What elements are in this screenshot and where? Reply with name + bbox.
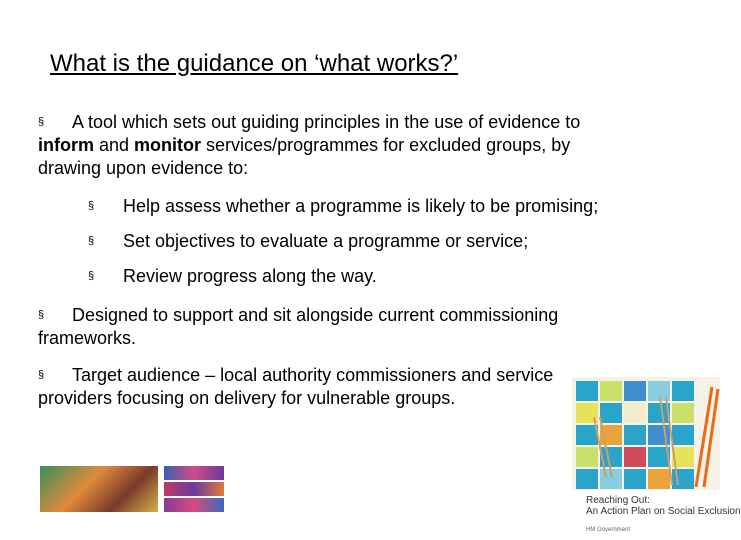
cover-publisher: HM Government xyxy=(586,527,631,533)
photo-right-bottom xyxy=(164,498,224,512)
slide-title: What is the guidance on ‘what works?’ xyxy=(50,50,459,77)
point1-inform: inform xyxy=(38,135,94,155)
bullet-icon: § xyxy=(38,309,45,321)
ladder-icon xyxy=(572,377,720,490)
sub-point-2 xyxy=(88,231,528,252)
point2-line2: frameworks. xyxy=(38,328,137,348)
board-game-image xyxy=(572,377,720,490)
point1-line3: drawing upon evidence to: xyxy=(38,158,249,178)
cover-title xyxy=(586,495,741,517)
bullet-icon: § xyxy=(38,116,45,128)
point1-line2: services/programmes for excluded groups, by xyxy=(201,135,571,155)
bullet-icon: § xyxy=(88,270,95,282)
point2-line1: Designed to support and sit alongside current commissioning xyxy=(72,305,559,325)
bullet-icon: § xyxy=(38,369,45,381)
sub-point-3 xyxy=(88,266,377,287)
point1-and: and xyxy=(94,135,135,155)
point1-monitor: monitor xyxy=(134,135,202,155)
report-cover-image xyxy=(572,377,741,540)
photo-right-top xyxy=(164,466,224,480)
sub-point-text: Review progress along the way. xyxy=(123,266,377,286)
bullet-point-designed xyxy=(38,304,678,350)
photo-left xyxy=(40,466,158,512)
sub-point-1 xyxy=(88,196,598,217)
bullet-icon: § xyxy=(88,200,95,212)
point1-line1: A tool which sets out guiding principles in the use of evidence to xyxy=(72,112,581,132)
sub-point-text: Help assess whether a programme is likely to be promising; xyxy=(123,196,599,216)
point3-line1: Target audience – local authority commissioners and service xyxy=(72,365,554,385)
sub-point-text: Set objectives to evaluate a programme or service; xyxy=(123,231,529,251)
point3-line2: providers focusing on delivery for vulnerable groups. xyxy=(38,388,456,408)
bullet-icon: § xyxy=(88,235,95,247)
photo-strip xyxy=(40,466,224,512)
cover-title-line2: An Action Plan on Social Exclusion xyxy=(586,506,741,517)
photo-right-middle xyxy=(164,482,224,496)
cover-title-line1: Reaching Out: xyxy=(586,495,650,506)
bullet-point-tool xyxy=(38,111,678,180)
